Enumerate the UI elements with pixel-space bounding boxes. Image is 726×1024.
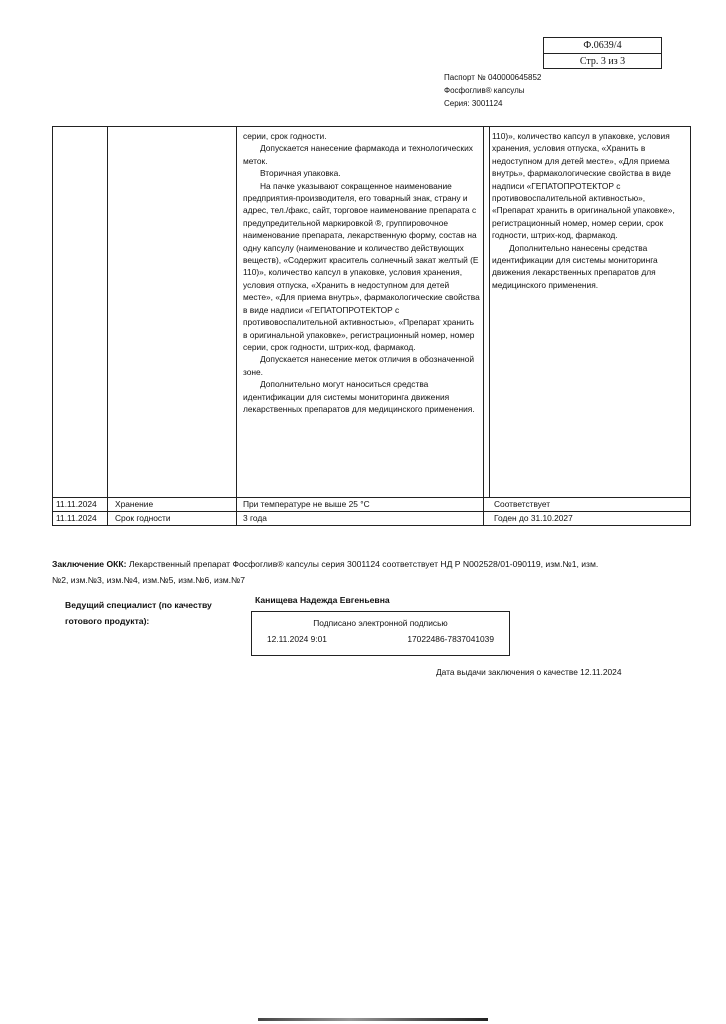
paragraph: Допускается нанесение фармакода и технологических меток. — [243, 143, 473, 166]
page-number: Стр. 3 из 3 — [579, 56, 626, 67]
row-test: Срок годности — [115, 513, 171, 523]
qc-conclusion — [52, 556, 612, 588]
row-date: 11.11.2024 — [56, 513, 97, 523]
table-col-line — [489, 126, 490, 498]
row-norm: 3 года — [243, 513, 267, 523]
table-bottom-border — [52, 525, 691, 526]
conclusion-label: Заключение ОКК: — [52, 559, 127, 569]
row-test: Хранение — [115, 499, 154, 509]
table-row-divider — [52, 497, 691, 498]
packaging-results — [492, 130, 686, 291]
specialist-name: Канищева Надежда Евгеньевна — [255, 595, 390, 605]
paragraph: Допускается нанесение меток отличия в обозначенной зоне. — [243, 354, 475, 377]
table-col-line — [690, 126, 691, 526]
table-col-line — [483, 126, 484, 526]
row-date: 11.11.2024 — [56, 499, 97, 509]
issue-date: Дата выдачи заключения о качестве 12.11.2024 — [436, 667, 622, 677]
signature-datetime: 12.11.2024 9:01 — [267, 634, 327, 644]
row-norm: При температуре не выше 25 °С — [243, 499, 370, 509]
table-row-divider — [52, 511, 691, 512]
signature-title: Подписано электронной подписью — [313, 618, 448, 628]
form-number-box — [543, 37, 662, 69]
packaging-requirements — [243, 130, 480, 415]
signature-certificate: 17022486-7837041039 — [407, 634, 494, 644]
paragraph: На пачке указывают сокращенное наименование предприятия-производителя, его товарный знак, страну и адрес, тел./факс, сайт, торговое наименование препарата с предупредительной маркировкой ®, группировочное наименование препарата, лекарственную форму, состав на одну капсулу (наименование и количество действующих веществ), «Содержит краситель солнечный закат желтый (Е 110)», количество капсул в упаковке, условия хранения, условия отпуска, «Хранить в недоступном для детей месте», «Для приема внутрь», фармакологические свойства в виде надписи «ГЕПАТОПРОТЕКТОР с противовоспалительной активностью», «Препарат хранить в оригинальной упаковке», регистрационный номер, номер серии, срок годности, штрих-код, фармакод. — [243, 180, 480, 352]
passport-number: Паспорт № 040000645852 — [444, 73, 542, 82]
specialist-label: Ведущий специалист (по качеству готового продукта): — [65, 600, 212, 626]
passport-product: Фосфоглив® капсулы — [444, 86, 525, 95]
paragraph: 110)», количество капсул в упаковке, условия хранения, условия отпуска, «Хранить в недоступном для детей месте», «Для приема внутрь», фармакологические свойства в виде надписи «ГЕПАТОПРОТЕКТОР с противовоспалительной активностью», «Препарат хранить в оригинальной упаковке», регистрационный номер, номер серии, срок годности, штрих-код, фармакод. — [492, 131, 675, 241]
table-top-border — [52, 126, 691, 127]
row-result: Годен до 31.10.2027 — [494, 513, 573, 523]
passport-series: Серия: 3001124 — [444, 99, 503, 108]
scan-edge-mark — [258, 1018, 488, 1021]
conclusion-text: Лекарственный препарат Фосфоглив® капсулы серия 3001124 соответствует НД Р N002528/01-090119, изм.№1, изм.№2, изм.№3, изм.№4, изм.№5, изм.№6, изм.№7 — [52, 559, 599, 585]
paragraph: Дополнительно нанесены средства идентификации для системы мониторинга движения лекарственных препаратов для медицинского применения. — [492, 242, 658, 290]
paragraph: Вторичная упаковка. — [260, 168, 341, 179]
row-result: Соответствует — [494, 499, 551, 509]
table-col-line — [52, 126, 53, 526]
paragraph: Дополнительно могут наноситься средства идентификации для системы мониторинга движения лекарственных препаратов для медицинского применения. — [243, 379, 475, 414]
form-code: Ф.0639/4 — [544, 38, 661, 54]
table-col-line — [107, 126, 108, 526]
table-col-line — [236, 126, 237, 526]
electronic-signature-stamp — [251, 611, 510, 656]
paragraph: серии, срок годности. — [243, 131, 327, 141]
